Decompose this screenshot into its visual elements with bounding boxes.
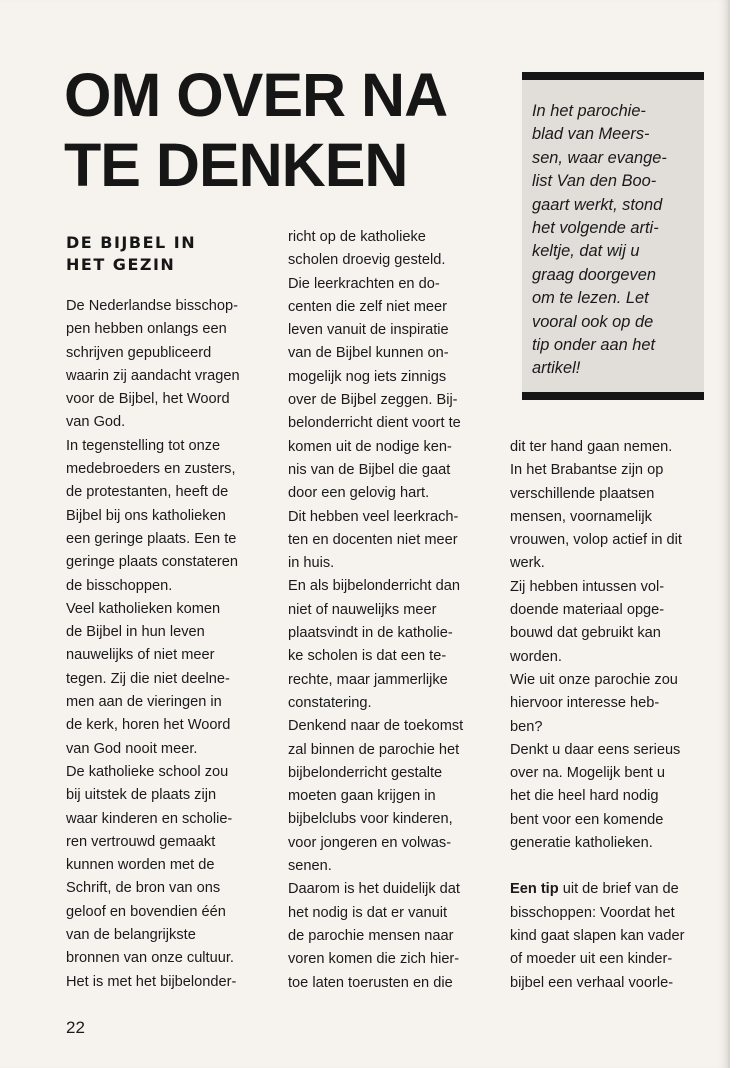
tip-line: kind gaat slapen kan vader [510, 927, 685, 944]
text-line: nauwelijks of niet meer [66, 647, 215, 664]
text-line: vrouwen, volop actief in dit [510, 532, 682, 549]
text-line: De katholieke school zou [66, 763, 229, 780]
text-line: het die heel hard nodig [510, 788, 659, 805]
text-line: Die leerkrachten en do- [288, 275, 440, 292]
text-line: dit ter hand gaan nemen. [510, 439, 673, 455]
callout-line: gaart werkt, stond [532, 195, 663, 214]
text-line: En als bijbelonderricht dan [288, 578, 460, 595]
text-line: Bijbel bij ons katholieken [66, 507, 226, 524]
text-line: Wie uit onze parochie zou [510, 671, 678, 688]
text-line: werk. [510, 555, 545, 572]
callout-line: om te lezen. Let [532, 289, 649, 308]
title-line: TE DENKEN [64, 131, 408, 199]
text-line: ren vertrouwd gemaakt [66, 833, 216, 850]
text-line: ten en docenten niet meer [288, 531, 458, 548]
text-line: verschillende plaatsen [510, 485, 655, 502]
column-3-body [510, 436, 684, 855]
text-line: een geringe plaats. Een te [66, 530, 237, 547]
text-line: mensen, voornamelijk [510, 508, 652, 525]
text-line: generatie katholieken. [510, 835, 653, 852]
callout-line: blad van Meers- [532, 125, 650, 144]
text-line: plaatsvindt in de katholie- [288, 625, 453, 642]
tip-line: of moeder uit een kinder- [510, 951, 673, 968]
text-line: voor jongeren en volwas- [288, 834, 452, 851]
text-line: niet of nauwelijks meer [288, 601, 437, 618]
text-line: waar kinderen en scholie- [66, 810, 233, 827]
tip-paragraph [510, 878, 684, 994]
text-line: bij uitstek de plaats zijn [66, 787, 217, 804]
text-line: de protestanten, heeft de [66, 484, 229, 501]
text-line: waarin zij aandacht vragen [66, 367, 240, 384]
text-line: Denkt u daar eens serieus [510, 741, 681, 758]
callout-line: vooral ook op de [532, 312, 654, 331]
text-line: ke scholen is dat een te- [288, 648, 447, 665]
tip-label: Een tip [510, 881, 559, 898]
text-line: medebroeders en zusters, [66, 461, 236, 478]
text-line: bijbelclubs voor kinderen, [288, 811, 453, 828]
callout-line: In het parochie- [532, 102, 646, 120]
text-line: tegen. Zij die niet deelne- [66, 670, 230, 687]
text-line: constatering. [288, 694, 372, 711]
text-line: over na. Mogelijk bent u [510, 765, 665, 782]
text-line: Veel katholieken komen [66, 600, 221, 617]
text-column-2 [288, 226, 463, 995]
text-line: de kerk, horen het Woord [66, 717, 231, 734]
text-line: van God. [66, 414, 126, 431]
text-line: scholen droevig gesteld. [288, 252, 446, 269]
text-line: in huis. [288, 555, 335, 572]
text-line: Dit hebben veel leerkrach- [288, 508, 459, 525]
text-line: moeten gaan krijgen in [288, 788, 436, 805]
text-line: zal binnen de parochie het [288, 741, 460, 758]
text-line: pen hebben onlangs een [66, 321, 227, 338]
text-line: bouwd dat gebruikt kan [510, 625, 661, 642]
text-line: nis van de Bijbel die gaat [288, 461, 451, 478]
callout-line: list Van den Boo- [532, 172, 657, 191]
text-line: De Nederlandse bisschop- [66, 298, 238, 314]
text-line: de Bijbel in hun leven [66, 624, 205, 641]
tip-first-line [510, 878, 684, 901]
callout-line: artikel! [532, 359, 581, 378]
callout-line: sen, waar evange- [532, 148, 667, 167]
text-line: ben? [510, 718, 543, 735]
text-line: Denkend naar de toekomst [288, 718, 464, 735]
text-line: de bisschoppen. [66, 577, 173, 594]
callout-text [532, 100, 667, 381]
intro-callout-box [522, 72, 704, 400]
title-line: OM OVER NA [64, 61, 448, 129]
tip-line: bijbel een verhaal voorle- [510, 974, 674, 991]
text-line: toe laten toerusten en die [288, 974, 453, 991]
text-line: men aan de vieringen in [66, 694, 222, 711]
tip-line: bisschoppen: Voordat het [510, 904, 675, 921]
text-line: van God nooit meer. [66, 740, 198, 757]
text-line: van de belangrijkste [66, 927, 196, 944]
text-line: hiervoor interesse heb- [510, 695, 660, 712]
page-number: 22 [66, 1018, 85, 1037]
text-line: Het is met het bijbelonder- [66, 973, 237, 990]
text-line: senen. [288, 858, 332, 875]
text-line: kunnen worden met de [66, 857, 215, 874]
subtitle-line: HET GEZIN [66, 255, 176, 274]
text-line: doende materiaal opge- [510, 602, 665, 619]
text-line: Zij hebben intussen vol- [510, 578, 665, 595]
article-subtitle [66, 232, 196, 276]
text-line: door een gelovig hart. [288, 485, 430, 502]
text-line: worden. [510, 648, 562, 665]
text-line: komen uit de nodige ken- [288, 438, 452, 455]
text-line: In tegenstelling tot onze [66, 437, 221, 454]
callout-line: keltje, dat wij u [532, 242, 640, 261]
text-line: bronnen van onze cultuur. [66, 950, 234, 967]
text-line: In het Brabantse zijn op [510, 462, 664, 479]
text-line: schrijven gepubliceerd [66, 344, 212, 361]
tip-first-line-rest: uit de brief van de [558, 881, 679, 898]
text-line: centen die zelf niet meer [288, 298, 447, 315]
text-column-3 [510, 436, 684, 995]
text-column-1 [66, 295, 240, 994]
text-line: de parochie mensen naar [288, 927, 454, 944]
text-line: geringe plaats constateren [66, 554, 238, 571]
callout-line: graag doorgeven [532, 265, 656, 284]
text-line: bijbelonderricht gestalte [288, 764, 443, 781]
text-line: het nodig is dat er vanuit [288, 904, 448, 921]
text-line: rechte, maar jammerlijke [288, 671, 448, 688]
text-line: van de Bijbel kunnen on- [288, 345, 449, 362]
text-line: over de Bijbel zeggen. Bij- [288, 392, 458, 409]
text-line: mogelijk nog iets zinnigs [288, 368, 447, 385]
text-line: voor de Bijbel, het Woord [66, 391, 230, 408]
text-line: belonderricht dient voort te [288, 415, 461, 432]
callout-line: tip onder aan het [532, 336, 656, 355]
callout-line: het volgende arti- [532, 219, 659, 238]
text-line: voren komen die zich hier- [288, 951, 460, 968]
text-line: bent voor een komende [510, 811, 664, 828]
text-line: Schrift, de bron van ons [66, 880, 221, 897]
text-line: leven vanuit de inspiratie [288, 322, 449, 339]
text-line: Daarom is het duidelijk dat [288, 881, 460, 898]
tip-lines [510, 902, 684, 995]
article-title [64, 60, 447, 200]
text-line: richt op de katholieke [288, 229, 426, 245]
subtitle-line: DE BIJBEL IN [66, 233, 197, 252]
text-line: geloof en bovendien één [66, 903, 226, 920]
